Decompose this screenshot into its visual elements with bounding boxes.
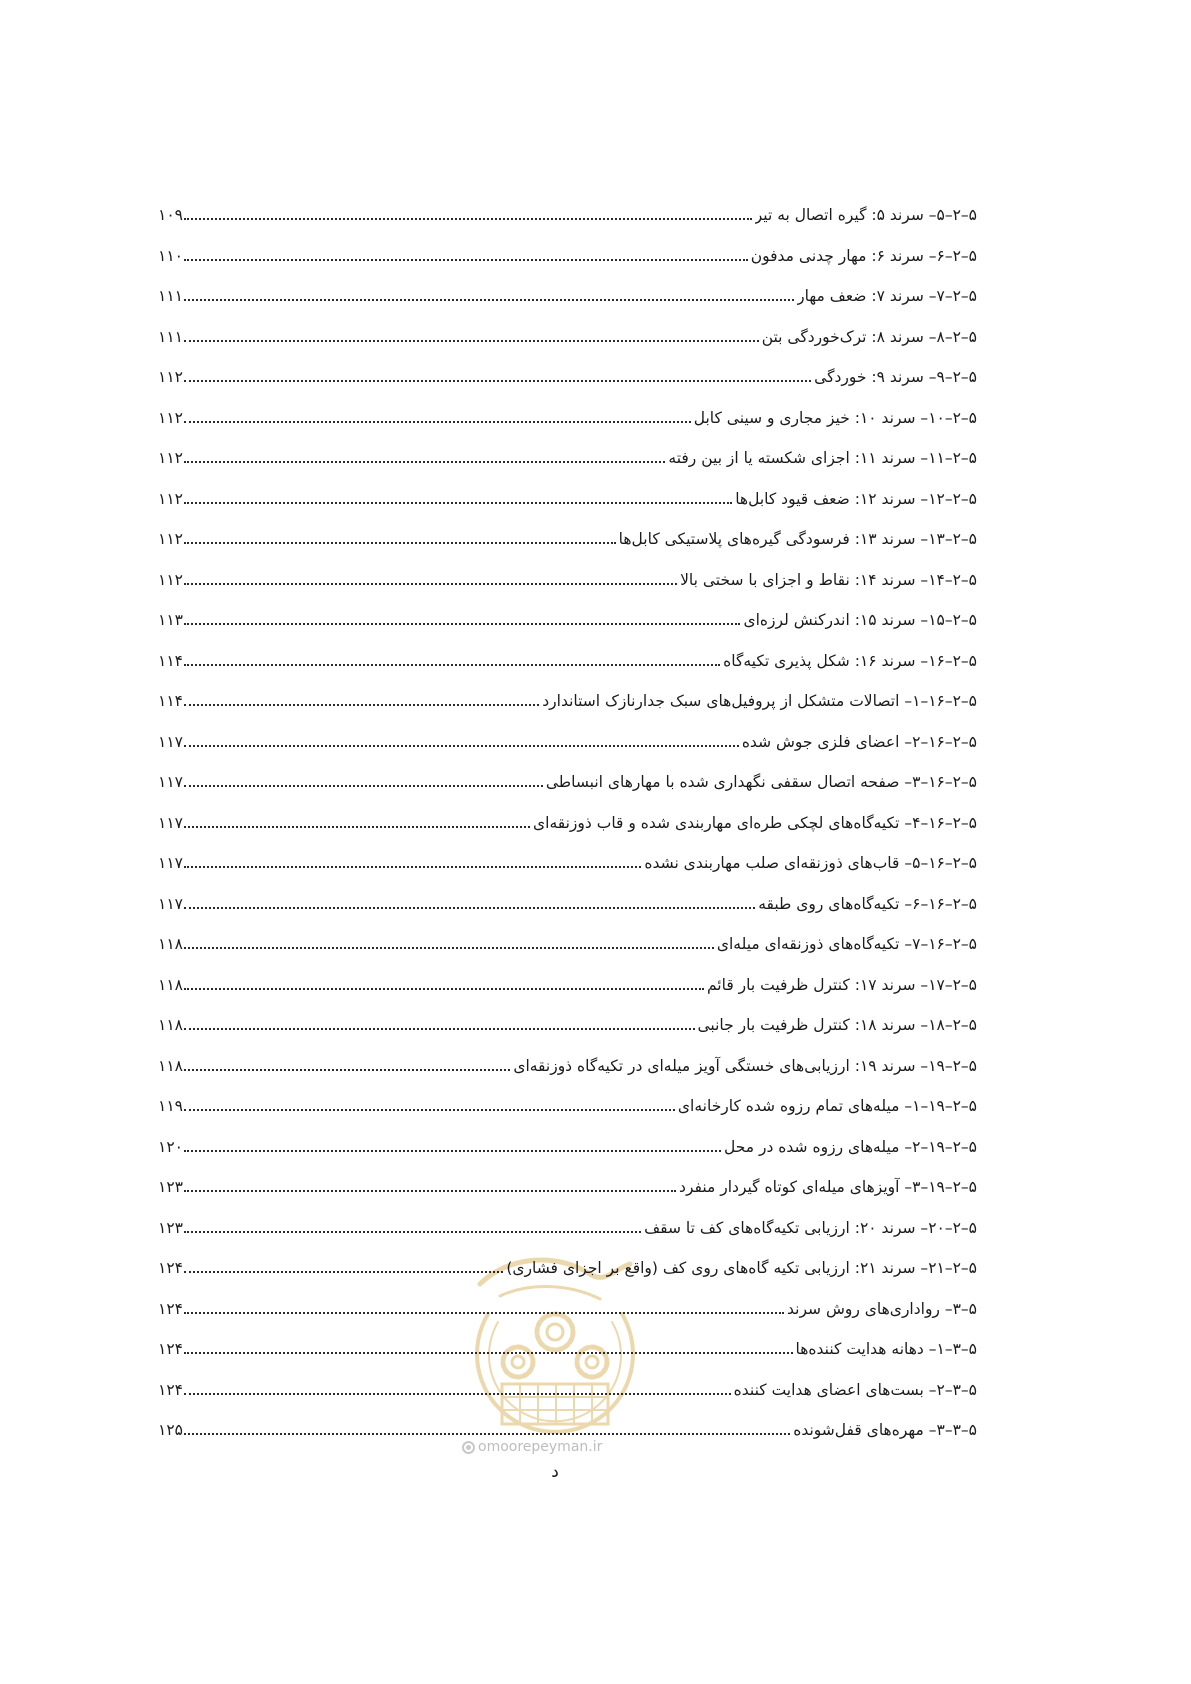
toc-entry[interactable]: [158, 236, 977, 277]
toc-entry-title: ۵–۲–۱۲– سرند ۱۲: ضعف قیود کابل‌ها: [735, 489, 977, 508]
dot-leader: [184, 826, 530, 828]
toc-entry-title: ۵–۲–۱۶–۴– تکیه‌گاه‌های لچکی طره‌ای مهاربندی شده و قاب ذوزنقه‌ای: [533, 813, 977, 832]
dot-leader: [184, 1433, 790, 1435]
toc-entry[interactable]: [158, 1005, 977, 1046]
toc-entry-title: ۵–۳–۱– دهانه هدایت کننده‌ها: [795, 1340, 977, 1358]
toc-entry[interactable]: [158, 600, 977, 641]
toc-entry[interactable]: [158, 803, 977, 844]
dot-leader: [184, 1312, 784, 1314]
toc-entry-title: ۵–۲–۱۸– سرند ۱۸: کنترل ظرفیت بار جانبی: [697, 1016, 977, 1034]
toc-entry-title: ۵–۲–۱۵– سرند ۱۵: اندرکنش لرزه‌ای: [743, 611, 977, 629]
toc-entry[interactable]: [158, 884, 977, 925]
toc-entry-title: ۵–۲–۱۶–۵– قاب‌های ذوزنقه‌ای صلب مهاربندی نشده: [644, 854, 977, 872]
toc-entry-page-number: ۱۱۱: [158, 327, 183, 346]
toc-entry[interactable]: [158, 317, 977, 358]
toc-entry-page-number: ۱۱۷: [158, 813, 183, 832]
toc-entry[interactable]: [158, 1329, 977, 1370]
toc-entry-title: ۵–۲–۱۶–۲– اعضای فلزی جوش شده: [741, 732, 977, 751]
toc-entry[interactable]: [158, 1086, 977, 1127]
toc-entry-page-number: ۱۱۹: [158, 1097, 183, 1115]
toc-entry-page-number: ۱۲۴: [158, 1380, 183, 1399]
toc-entry[interactable]: [158, 1208, 977, 1249]
dot-leader: [184, 785, 543, 787]
dot-leader: [184, 907, 755, 909]
toc-entry[interactable]: [158, 195, 977, 236]
toc-entry-page-number: ۱۱۸: [158, 1016, 183, 1034]
toc-entry-page-number: ۱۱۸: [158, 935, 183, 953]
toc-entry-title: ۵–۲–۱۰– سرند ۱۰: خیز مجاری و سینی کابل: [693, 408, 977, 427]
toc-entry-page-number: ۱۲۳: [158, 1178, 183, 1196]
toc-entry[interactable]: [158, 438, 977, 479]
toc-entry-page-number: ۱۱۷: [158, 773, 183, 791]
toc-entry[interactable]: [158, 1248, 977, 1289]
toc-entry-page-number: ۱۲۵: [158, 1421, 183, 1439]
toc-entry-title: ۵–۲–۱۶– سرند ۱۶: شکل پذیری تکیه‌گاه: [723, 651, 977, 670]
dot-leader: [184, 1393, 731, 1395]
dot-leader: [184, 1190, 676, 1192]
dot-leader: [184, 218, 752, 220]
toc-entry-title: ۵–۲–۸– سرند ۸: ترک‌خوردگی بتن: [761, 327, 977, 346]
toc-entry[interactable]: [158, 924, 977, 965]
dot-leader: [184, 583, 677, 585]
toc-entry-page-number: ۱۰۹: [158, 206, 183, 224]
toc-entry-title: ۵–۲–۲۱– سرند ۲۱: ارزیابی تکیه گاه‌های روی کف (واقع بر اجزای فشاری): [506, 1259, 977, 1277]
dot-leader: [184, 502, 732, 504]
toc-entry-title: ۵–۲–۱۶–۳– صفحه اتصال سقفی نگهداری شده با مهارهای انبساطی: [545, 773, 977, 791]
toc-entry-title: ۵–۲–۱۶–۷– تکیه‌گاه‌های ذوزنقه‌ای میله‌ای: [716, 935, 977, 953]
toc-entry[interactable]: [158, 1289, 977, 1330]
toc-entry-title: ۵–۲–۱۹–۳– آویزهای میله‌ای کوتاه گیردار منفرد: [679, 1178, 977, 1196]
dot-leader: [184, 1231, 641, 1233]
dot-leader: [184, 664, 720, 666]
toc-list: [158, 195, 977, 1451]
toc-entry-page-number: ۱۲۳: [158, 1218, 183, 1237]
toc-entry-title: ۵–۲–۷– سرند ۷: ضعف مهار: [797, 287, 977, 305]
toc-entry[interactable]: [158, 479, 977, 520]
toc-entry-page-number: ۱۱۴: [158, 651, 183, 670]
toc-entry[interactable]: [158, 398, 977, 439]
toc-entry[interactable]: [158, 1410, 977, 1451]
toc-entry-page-number: ۱۲۴: [158, 1299, 183, 1318]
dot-leader: [184, 1109, 675, 1111]
dot-leader: [184, 1069, 510, 1071]
toc-entry-title: ۵–۲–۲۰– سرند ۲۰: ارزیابی تکیه‌گاه‌های کف تا سقف: [644, 1218, 977, 1237]
toc-entry-page-number: ۱۲۴: [158, 1340, 183, 1358]
dot-leader: [184, 542, 616, 544]
toc-entry-page-number: ۱۱۷: [158, 854, 183, 872]
toc-entry-title: ۵–۳– رواداری‌های روش سرند: [787, 1299, 977, 1318]
dot-leader: [184, 421, 691, 423]
toc-entry-title: ۵–۳–۳– مهره‌های قفل‌شونده: [793, 1421, 977, 1439]
toc-entry-page-number: ۱۱۸: [158, 1056, 183, 1075]
toc-entry-page-number: ۱۱۴: [158, 692, 183, 710]
dot-leader: [184, 1150, 721, 1152]
toc-entry[interactable]: [158, 560, 977, 601]
toc-entry-page-number: ۱۱۸: [158, 975, 183, 994]
toc-entry-title: ۵–۲–۱۴– سرند ۱۴: نقاط و اجزای با سختی بالا: [680, 570, 977, 589]
toc-entry-title: ۵–۲–۱۷– سرند ۱۷: کنترل ظرفیت بار قائم: [706, 975, 977, 994]
dot-leader: [184, 299, 794, 301]
dot-leader: [184, 1028, 695, 1030]
toc-entry-title: ۵–۲–۱۳– سرند ۱۳: فرسودگی گیره‌های پلاستیکی کابل‌ها: [618, 530, 977, 548]
toc-entry[interactable]: [158, 519, 977, 560]
dot-leader: [184, 340, 759, 342]
toc-entry[interactable]: [158, 1370, 977, 1411]
toc-entry[interactable]: [158, 1127, 977, 1168]
toc-entry-page-number: ۱۲۴: [158, 1259, 183, 1277]
dot-leader: [184, 623, 740, 625]
toc-entry[interactable]: [158, 276, 977, 317]
toc-entry-page-number: ۱۱۰: [158, 246, 183, 265]
toc-entry-title: ۵–۲–۱۹–۱– میله‌های تمام رزوه شده کارخانه‌ای: [677, 1097, 977, 1115]
toc-entry-title: ۵–۲–۶– سرند ۶: مهار چدنی مدفون: [750, 246, 977, 265]
toc-entry[interactable]: [158, 1167, 977, 1208]
toc-entry-page-number: ۱۱۷: [158, 894, 183, 913]
toc-entry-page-number: ۱۱۷: [158, 732, 183, 751]
toc-entry-page-number: ۱۱۲: [158, 530, 183, 548]
toc-entry-page-number: ۱۱۲: [158, 368, 183, 386]
toc-entry-page-number: ۱۱۳: [158, 611, 183, 629]
toc-entry[interactable]: [158, 1046, 977, 1087]
toc-entry-title: ۵–۲–۱۹–۲– میله‌های رزوه شده در محل: [724, 1137, 977, 1156]
toc-entry[interactable]: [158, 681, 977, 722]
toc-entry-title: ۵–۳–۲– بست‌های اعضای هدایت کننده: [733, 1380, 977, 1399]
toc-entry[interactable]: [158, 965, 977, 1006]
dot-leader: [184, 745, 739, 747]
dot-leader: [184, 259, 748, 261]
dot-leader: [184, 988, 704, 990]
dot-leader: [184, 704, 539, 706]
watermark-site-text: omoorepeyman.ir: [478, 1439, 603, 1455]
toc-entry-page-number: ۱۱۱: [158, 287, 183, 305]
toc-entry-page-number: ۱۲۰: [158, 1137, 183, 1156]
toc-entry[interactable]: [158, 762, 977, 803]
dot-leader: [184, 1271, 503, 1273]
page-number-letter: د: [551, 1462, 559, 1482]
dot-leader: [184, 380, 811, 382]
toc-entry-page-number: ۱۱۲: [158, 408, 183, 427]
toc-entry-title: ۵–۲–۵– سرند ۵: گیره اتصال به تیر: [754, 206, 977, 224]
toc-entry[interactable]: [158, 641, 977, 682]
toc-entry-title: ۵–۲–۱۹– سرند ۱۹: ارزیابی‌های خستگی آویز میله‌ای در تکیه‌گاه ذوزنقه‌ای: [513, 1056, 977, 1075]
dot-leader: [184, 947, 714, 949]
toc-entry-page-number: ۱۱۲: [158, 489, 183, 508]
toc-entry[interactable]: [158, 722, 977, 763]
toc-entry-title: ۵–۲–۱۱– سرند ۱۱: اجزای شکسته یا از بین رفته: [668, 449, 977, 467]
toc-entry-title: ۵–۲–۱۶–۶– تکیه‌گاه‌های روی طبقه: [758, 894, 977, 913]
toc-entry-title: ۵–۲–۱۶–۱– اتصالات متشکل از پروفیل‌های سبک جدارنازک استاندارد: [542, 692, 977, 710]
toc-entry[interactable]: [158, 357, 977, 398]
dot-leader: [184, 866, 641, 868]
toc-entry-page-number: ۱۱۲: [158, 449, 183, 467]
toc-entry-title: ۵–۲–۹– سرند ۹: خوردگی: [814, 368, 977, 386]
toc-entry[interactable]: [158, 843, 977, 884]
toc-entry-page-number: ۱۱۲: [158, 570, 183, 589]
dot-leader: [184, 461, 665, 463]
dot-leader: [184, 1352, 793, 1354]
